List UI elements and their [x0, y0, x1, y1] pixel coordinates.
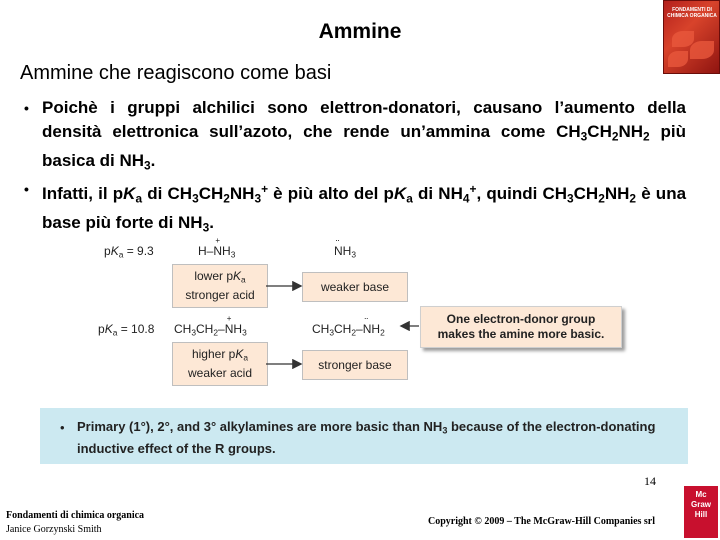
bullet-dot: • — [24, 181, 29, 198]
pka-label-top: $pK_a = 9.3$ — [104, 244, 154, 260]
note-text: Primary (1°), 2°, and 3° alkylamines are more basic than $NH_3$ because of the electron-donating inductive effect of the R groups. — [77, 419, 656, 456]
footer-copyright: Copyright © 2009 – The McGraw-Hill Companies srl — [428, 516, 656, 527]
book-cover-image — [663, 0, 720, 74]
stronger-base-box: stronger base — [302, 350, 408, 380]
page-number: 14 — [644, 474, 656, 488]
note-bullet: • — [60, 420, 65, 435]
ammonium-formula: H–N + $H_3$ — [198, 236, 236, 260]
ethylammonium-formula: $CH_3CH_2-N$ + $H_3$ — [174, 314, 247, 338]
bullet-item-2: • Infatti, il $pK_a$ di $CH_3CH_2NH_3^+$ è più alto del $pK_a$ di $NH_4^+$, quindi $CH_3CH_2NH_2$ è una base più forte di $NH_3$. — [24, 177, 686, 239]
slide-subtitle: Ammine che reagiscono come basi — [20, 62, 332, 84]
bullet-item-1: • Poichè i gruppi alchilici sono elettron-donatori, causano l’aumento della densità elettronica sull’azoto, che rende un’ammina come $CH_3CH_2NH_2$ più basica di $NH_3$. — [24, 98, 686, 173]
mcgraw-hill-logo: Mc Graw Hill — [684, 486, 718, 538]
footer-book-title: Fondamenti di chimica organica — [6, 510, 145, 521]
slide-title: Ammine — [318, 20, 402, 43]
electron-donor-callout: One electron-donor group makes the amine more basic. — [420, 306, 622, 348]
bullet-dot: • — [24, 100, 29, 116]
lower-pka-box: lower $pK_a$ stronger acid — [172, 264, 268, 308]
ethylamine-formula: $CH_3CH_2-N$ ·· $H_2$ — [312, 313, 385, 338]
footer-author: Janice Gorzynski Smith — [6, 524, 102, 535]
note-box — [40, 408, 688, 464]
pka-label-bottom: $pK_a = 10.8$ — [98, 322, 155, 338]
higher-pka-box: higher $pK_a$ weaker acid — [172, 342, 268, 386]
book-cover-title: FONDAMENTI DI CHIMICA ORGANICA — [667, 7, 717, 19]
weaker-base-box: weaker base — [302, 272, 408, 302]
ammonia-formula: N ·· $H_3$ — [334, 235, 357, 260]
bullet-list — [24, 96, 686, 239]
footer-book-info — [6, 509, 144, 537]
